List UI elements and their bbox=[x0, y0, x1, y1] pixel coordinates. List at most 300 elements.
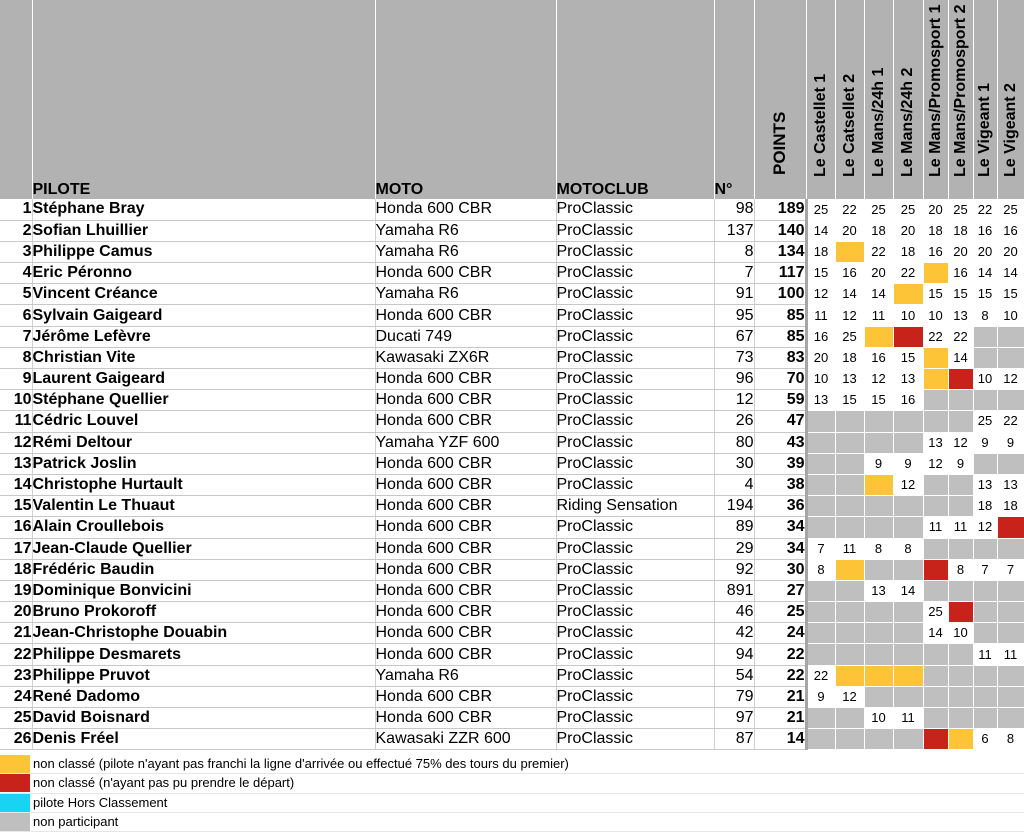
result-cell: 22 bbox=[893, 263, 923, 284]
result-cell: 14 bbox=[835, 284, 864, 305]
result-cell: 20 bbox=[806, 347, 835, 368]
rank-cell: 26 bbox=[0, 729, 32, 750]
result-cell-np bbox=[973, 665, 997, 686]
race-header-label: Le Vigeant 1 bbox=[976, 82, 993, 177]
rank-cell: 24 bbox=[0, 686, 32, 707]
num-cell: 137 bbox=[714, 220, 754, 241]
result-cell-dns bbox=[923, 559, 948, 580]
club-cell: ProClassic bbox=[556, 432, 714, 453]
result-cell-dns bbox=[923, 729, 948, 750]
race-header-label: Le Vigeant 2 bbox=[1001, 82, 1019, 177]
result-cell-np bbox=[835, 411, 864, 432]
result-cell-np bbox=[997, 708, 1024, 729]
result-cell: 20 bbox=[973, 241, 997, 262]
table-row bbox=[0, 559, 1024, 580]
rank-cell: 20 bbox=[0, 602, 32, 623]
table-row bbox=[0, 326, 1024, 347]
legend-label: non classé (pilote n'ayant pas franchi la ligne d'arrivée ou effectué 75% des tours du premier) bbox=[33, 756, 569, 771]
result-cell: 22 bbox=[923, 326, 948, 347]
result-cell: 12 bbox=[864, 369, 893, 390]
pilote-cell: Stéphane Bray bbox=[32, 199, 375, 220]
result-cell: 25 bbox=[864, 199, 893, 220]
result-cell: 18 bbox=[948, 220, 973, 241]
result-cell-np bbox=[893, 623, 923, 644]
result-cell: 14 bbox=[806, 220, 835, 241]
result-cell-np bbox=[948, 496, 973, 517]
club-cell: ProClassic bbox=[556, 559, 714, 580]
club-cell: ProClassic bbox=[556, 390, 714, 411]
result-cell: 12 bbox=[923, 453, 948, 474]
pilote-cell: Bruno Prokoroff bbox=[32, 602, 375, 623]
table-row bbox=[0, 411, 1024, 432]
table-row bbox=[0, 199, 1024, 220]
result-cell-np bbox=[893, 517, 923, 538]
result-cell: 16 bbox=[973, 220, 997, 241]
result-cell-np bbox=[923, 665, 948, 686]
result-cell-np bbox=[948, 686, 973, 707]
result-cell: 10 bbox=[973, 369, 997, 390]
race-header bbox=[806, 0, 835, 199]
result-cell: 10 bbox=[806, 369, 835, 390]
race-header-label: Le Mans/24h 2 bbox=[899, 67, 916, 177]
points-cell: 134 bbox=[754, 241, 806, 262]
result-cell-np bbox=[835, 517, 864, 538]
result-cell: 16 bbox=[835, 263, 864, 284]
table-row bbox=[0, 496, 1024, 517]
result-cell: 15 bbox=[864, 390, 893, 411]
club-cell: ProClassic bbox=[556, 623, 714, 644]
moto-cell: Honda 600 CBR bbox=[375, 559, 556, 580]
result-cell-np bbox=[948, 708, 973, 729]
rank-cell: 7 bbox=[0, 326, 32, 347]
club-cell: ProClassic bbox=[556, 686, 714, 707]
pilote-cell: Jérôme Lefèvre bbox=[32, 326, 375, 347]
rank-cell: 21 bbox=[0, 623, 32, 644]
pilote-cell: Christophe Hurtault bbox=[32, 474, 375, 495]
table-row bbox=[0, 644, 1024, 665]
result-cell-np bbox=[997, 602, 1024, 623]
result-cell: 20 bbox=[948, 241, 973, 262]
result-cell: 9 bbox=[948, 453, 973, 474]
rank-cell: 6 bbox=[0, 305, 32, 326]
rank-cell: 8 bbox=[0, 347, 32, 368]
pilote-cell: Philippe Camus bbox=[32, 241, 375, 262]
table-row bbox=[0, 284, 1024, 305]
result-cell: 16 bbox=[893, 390, 923, 411]
result-cell-np bbox=[864, 623, 893, 644]
pilote-cell: Laurent Gaigeard bbox=[32, 369, 375, 390]
result-cell-np bbox=[973, 686, 997, 707]
result-cell: 7 bbox=[806, 538, 835, 559]
result-cell-np bbox=[997, 453, 1024, 474]
pilote-cell: Sofian Lhuillier bbox=[32, 220, 375, 241]
club-cell: ProClassic bbox=[556, 665, 714, 686]
points-cell: 100 bbox=[754, 284, 806, 305]
points-header bbox=[754, 0, 806, 199]
points-cell: 117 bbox=[754, 263, 806, 284]
moto-cell: Honda 600 CBR bbox=[375, 369, 556, 390]
club-cell: ProClassic bbox=[556, 199, 714, 220]
result-cell: 8 bbox=[864, 538, 893, 559]
result-cell-np bbox=[864, 602, 893, 623]
result-cell: 8 bbox=[948, 559, 973, 580]
points-cell: 27 bbox=[754, 580, 806, 601]
result-cell: 8 bbox=[997, 729, 1024, 750]
num-cell: 73 bbox=[714, 347, 754, 368]
result-cell: 9 bbox=[893, 453, 923, 474]
pilote-cell: Dominique Bonvicini bbox=[32, 580, 375, 601]
race-header bbox=[893, 0, 923, 199]
rank-cell: 10 bbox=[0, 390, 32, 411]
moto-cell: Honda 600 CBR bbox=[375, 263, 556, 284]
num-cell: 194 bbox=[714, 496, 754, 517]
result-cell: 18 bbox=[835, 347, 864, 368]
num-cell: 91 bbox=[714, 284, 754, 305]
result-cell: 13 bbox=[835, 369, 864, 390]
result-cell-np bbox=[923, 580, 948, 601]
club-cell: ProClassic bbox=[556, 580, 714, 601]
result-cell-np bbox=[893, 686, 923, 707]
result-cell-nc bbox=[948, 729, 973, 750]
moto-cell: Honda 600 CBR bbox=[375, 390, 556, 411]
result-cell: 16 bbox=[806, 326, 835, 347]
result-cell: 20 bbox=[923, 199, 948, 220]
number-header: N° bbox=[714, 0, 754, 199]
pilote-cell: Alain Croullebois bbox=[32, 517, 375, 538]
rank-cell: 2 bbox=[0, 220, 32, 241]
rank-cell: 14 bbox=[0, 474, 32, 495]
result-cell-np bbox=[973, 602, 997, 623]
result-cell-np bbox=[864, 411, 893, 432]
moto-cell: Yamaha R6 bbox=[375, 284, 556, 305]
rank-cell: 17 bbox=[0, 538, 32, 559]
table-row bbox=[0, 305, 1024, 326]
points-cell: 38 bbox=[754, 474, 806, 495]
num-cell: 79 bbox=[714, 686, 754, 707]
result-cell-np bbox=[806, 602, 835, 623]
result-cell-np bbox=[923, 538, 948, 559]
pilote-cell: Sylvain Gaigeard bbox=[32, 305, 375, 326]
result-cell-np bbox=[835, 623, 864, 644]
table-row bbox=[0, 729, 1024, 750]
result-cell: 18 bbox=[973, 496, 997, 517]
pilote-cell: Jean-Christophe Douabin bbox=[32, 623, 375, 644]
race-header-label: Le Catsellet 2 bbox=[840, 73, 858, 177]
result-cell: 18 bbox=[893, 241, 923, 262]
result-cell: 15 bbox=[997, 284, 1024, 305]
legend-swatch bbox=[0, 774, 30, 792]
result-cell: 8 bbox=[806, 559, 835, 580]
result-cell: 12 bbox=[835, 686, 864, 707]
result-cell-np bbox=[806, 432, 835, 453]
result-cell: 11 bbox=[948, 517, 973, 538]
result-cell-nc bbox=[835, 559, 864, 580]
result-cell-np bbox=[806, 411, 835, 432]
club-cell: ProClassic bbox=[556, 241, 714, 262]
legend-swatch bbox=[0, 813, 30, 831]
rank-cell: 19 bbox=[0, 580, 32, 601]
result-cell-np bbox=[893, 602, 923, 623]
rank-cell: 16 bbox=[0, 517, 32, 538]
result-cell: 12 bbox=[893, 474, 923, 495]
pilote-cell: Christian Vite bbox=[32, 347, 375, 368]
result-cell-np bbox=[835, 644, 864, 665]
result-cell: 18 bbox=[864, 220, 893, 241]
result-cell-np bbox=[835, 432, 864, 453]
result-cell: 12 bbox=[997, 369, 1024, 390]
table-row bbox=[0, 686, 1024, 707]
legend bbox=[0, 755, 1024, 832]
points-cell: 59 bbox=[754, 390, 806, 411]
result-cell-np bbox=[806, 580, 835, 601]
result-cell-np bbox=[948, 665, 973, 686]
result-cell: 22 bbox=[948, 326, 973, 347]
result-cell: 16 bbox=[948, 263, 973, 284]
rank-cell: 25 bbox=[0, 708, 32, 729]
result-cell-np bbox=[806, 496, 835, 517]
result-cell: 11 bbox=[973, 644, 997, 665]
result-cell-np bbox=[973, 390, 997, 411]
result-cell: 25 bbox=[806, 199, 835, 220]
result-cell-np bbox=[997, 326, 1024, 347]
result-cell: 14 bbox=[948, 347, 973, 368]
points-cell: 30 bbox=[754, 559, 806, 580]
num-cell: 94 bbox=[714, 644, 754, 665]
table-row bbox=[0, 453, 1024, 474]
result-cell: 12 bbox=[806, 284, 835, 305]
table-row bbox=[0, 369, 1024, 390]
result-cell-np bbox=[923, 708, 948, 729]
race-header-label: Le Castellet 1 bbox=[811, 73, 829, 177]
result-cell-np bbox=[806, 474, 835, 495]
result-cell-np bbox=[973, 708, 997, 729]
race-header bbox=[864, 0, 893, 199]
num-cell: 98 bbox=[714, 199, 754, 220]
result-cell: 18 bbox=[923, 220, 948, 241]
legend-item bbox=[0, 774, 1024, 793]
result-cell: 11 bbox=[864, 305, 893, 326]
result-cell-np bbox=[806, 644, 835, 665]
num-cell: 54 bbox=[714, 665, 754, 686]
club-cell: ProClassic bbox=[556, 305, 714, 326]
num-cell: 7 bbox=[714, 263, 754, 284]
result-cell-nc bbox=[923, 263, 948, 284]
result-cell-np bbox=[923, 644, 948, 665]
result-cell-np bbox=[997, 580, 1024, 601]
result-cell: 9 bbox=[806, 686, 835, 707]
result-cell-np bbox=[973, 326, 997, 347]
result-cell-np bbox=[923, 474, 948, 495]
result-cell-np bbox=[864, 559, 893, 580]
result-cell: 12 bbox=[948, 432, 973, 453]
club-cell: ProClassic bbox=[556, 347, 714, 368]
num-cell: 92 bbox=[714, 559, 754, 580]
points-cell: 43 bbox=[754, 432, 806, 453]
result-cell: 18 bbox=[997, 496, 1024, 517]
pilote-cell: David Boisnard bbox=[32, 708, 375, 729]
pilote-cell: René Dadomo bbox=[32, 686, 375, 707]
result-cell-np bbox=[864, 517, 893, 538]
pilote-cell: Patrick Joslin bbox=[32, 453, 375, 474]
moto-cell: Honda 600 CBR bbox=[375, 602, 556, 623]
race-header bbox=[835, 0, 864, 199]
result-cell-np bbox=[835, 474, 864, 495]
rank-cell: 18 bbox=[0, 559, 32, 580]
result-cell: 25 bbox=[835, 326, 864, 347]
result-cell-np bbox=[997, 623, 1024, 644]
pilote-cell: Denis Fréel bbox=[32, 729, 375, 750]
result-cell-np bbox=[997, 686, 1024, 707]
club-cell: ProClassic bbox=[556, 411, 714, 432]
result-cell: 22 bbox=[997, 411, 1024, 432]
rank-cell: 23 bbox=[0, 665, 32, 686]
club-cell: ProClassic bbox=[556, 538, 714, 559]
table-row bbox=[0, 241, 1024, 262]
club-cell: ProClassic bbox=[556, 708, 714, 729]
points-cell: 22 bbox=[754, 644, 806, 665]
table-row bbox=[0, 538, 1024, 559]
race-header-label: Le Mans/Promosport 1 bbox=[926, 4, 944, 177]
points-cell: 14 bbox=[754, 729, 806, 750]
result-cell: 16 bbox=[864, 347, 893, 368]
result-cell-nc bbox=[835, 241, 864, 262]
result-cell-np bbox=[864, 644, 893, 665]
result-cell-np bbox=[948, 411, 973, 432]
table-row bbox=[0, 474, 1024, 495]
rank-cell: 15 bbox=[0, 496, 32, 517]
result-cell: 15 bbox=[835, 390, 864, 411]
moto-cell: Ducati 749 bbox=[375, 326, 556, 347]
result-cell: 8 bbox=[973, 305, 997, 326]
moto-cell: Honda 600 CBR bbox=[375, 686, 556, 707]
result-cell-dns bbox=[948, 369, 973, 390]
result-cell-np bbox=[806, 453, 835, 474]
result-cell: 11 bbox=[923, 517, 948, 538]
pilote-cell: Stéphane Quellier bbox=[32, 390, 375, 411]
result-cell: 7 bbox=[973, 559, 997, 580]
result-cell: 13 bbox=[806, 390, 835, 411]
result-cell: 10 bbox=[893, 305, 923, 326]
result-cell-np bbox=[948, 580, 973, 601]
points-cell: 34 bbox=[754, 538, 806, 559]
result-cell-np bbox=[923, 411, 948, 432]
num-cell: 95 bbox=[714, 305, 754, 326]
legend-label: pilote Hors Classement bbox=[33, 794, 168, 810]
legend-item bbox=[0, 755, 1024, 774]
club-cell: ProClassic bbox=[556, 369, 714, 390]
race-header bbox=[948, 0, 973, 199]
result-cell: 20 bbox=[835, 220, 864, 241]
result-cell-nc bbox=[893, 665, 923, 686]
result-cell-np bbox=[864, 432, 893, 453]
result-cell-np bbox=[806, 729, 835, 750]
club-cell: Riding Sensation bbox=[556, 496, 714, 517]
result-cell-np bbox=[923, 686, 948, 707]
points-cell: 47 bbox=[754, 411, 806, 432]
moto-cell: Yamaha R6 bbox=[375, 220, 556, 241]
result-cell-np bbox=[835, 729, 864, 750]
moto-cell: Honda 600 CBR bbox=[375, 411, 556, 432]
result-cell-np bbox=[835, 496, 864, 517]
rank-cell: 5 bbox=[0, 284, 32, 305]
result-cell-nc bbox=[864, 474, 893, 495]
legend-swatch bbox=[0, 755, 30, 773]
result-cell: 22 bbox=[835, 199, 864, 220]
pilote-header: PILOTE bbox=[32, 0, 375, 199]
result-cell-np bbox=[973, 623, 997, 644]
pilote-cell: Valentin Le Thuaut bbox=[32, 496, 375, 517]
pilote-cell: Cédric Louvel bbox=[32, 411, 375, 432]
result-cell-np bbox=[893, 432, 923, 453]
moto-cell: Yamaha R6 bbox=[375, 665, 556, 686]
result-cell-np bbox=[997, 347, 1024, 368]
legend-label: non classé (n'ayant pas pu prendre le départ) bbox=[33, 775, 295, 791]
rank-cell: 12 bbox=[0, 432, 32, 453]
result-cell: 10 bbox=[923, 305, 948, 326]
pilote-cell: Jean-Claude Quellier bbox=[32, 538, 375, 559]
result-cell: 12 bbox=[973, 517, 997, 538]
result-cell: 15 bbox=[948, 284, 973, 305]
points-cell: 39 bbox=[754, 453, 806, 474]
table-row bbox=[0, 708, 1024, 729]
rank-cell: 22 bbox=[0, 644, 32, 665]
rank-cell: 9 bbox=[0, 369, 32, 390]
points-cell: 24 bbox=[754, 623, 806, 644]
moto-cell: Honda 600 CBR bbox=[375, 644, 556, 665]
result-cell: 18 bbox=[806, 241, 835, 262]
result-cell: 20 bbox=[997, 241, 1024, 262]
rank-header bbox=[0, 0, 32, 199]
result-cell: 8 bbox=[893, 538, 923, 559]
result-cell: 20 bbox=[893, 220, 923, 241]
pilote-cell: Rémi Deltour bbox=[32, 432, 375, 453]
result-cell-np bbox=[864, 686, 893, 707]
rank-cell: 13 bbox=[0, 453, 32, 474]
result-cell: 22 bbox=[864, 241, 893, 262]
result-cell: 14 bbox=[997, 263, 1024, 284]
points-cell: 70 bbox=[754, 369, 806, 390]
pilote-cell: Philippe Pruvot bbox=[32, 665, 375, 686]
points-cell: 34 bbox=[754, 517, 806, 538]
num-cell: 8 bbox=[714, 241, 754, 262]
num-cell: 26 bbox=[714, 411, 754, 432]
result-cell-np bbox=[835, 453, 864, 474]
result-cell: 9 bbox=[997, 432, 1024, 453]
pilote-cell: Vincent Créance bbox=[32, 284, 375, 305]
club-cell: ProClassic bbox=[556, 602, 714, 623]
result-cell: 11 bbox=[806, 305, 835, 326]
moto-cell: Honda 600 CBR bbox=[375, 199, 556, 220]
table-row bbox=[0, 580, 1024, 601]
num-cell: 42 bbox=[714, 623, 754, 644]
result-cell: 11 bbox=[997, 644, 1024, 665]
table-row bbox=[0, 220, 1024, 241]
result-cell: 14 bbox=[893, 580, 923, 601]
result-cell: 10 bbox=[997, 305, 1024, 326]
result-cell: 14 bbox=[973, 263, 997, 284]
moto-header: MOTO bbox=[375, 0, 556, 199]
race-header bbox=[923, 0, 948, 199]
result-cell: 20 bbox=[864, 263, 893, 284]
result-cell: 13 bbox=[923, 432, 948, 453]
result-cell: 15 bbox=[973, 284, 997, 305]
result-cell-nc bbox=[864, 665, 893, 686]
result-cell: 25 bbox=[973, 411, 997, 432]
result-cell: 10 bbox=[948, 623, 973, 644]
result-cell-np bbox=[893, 496, 923, 517]
legend-item bbox=[0, 794, 1024, 813]
pilote-cell: Eric Péronno bbox=[32, 263, 375, 284]
